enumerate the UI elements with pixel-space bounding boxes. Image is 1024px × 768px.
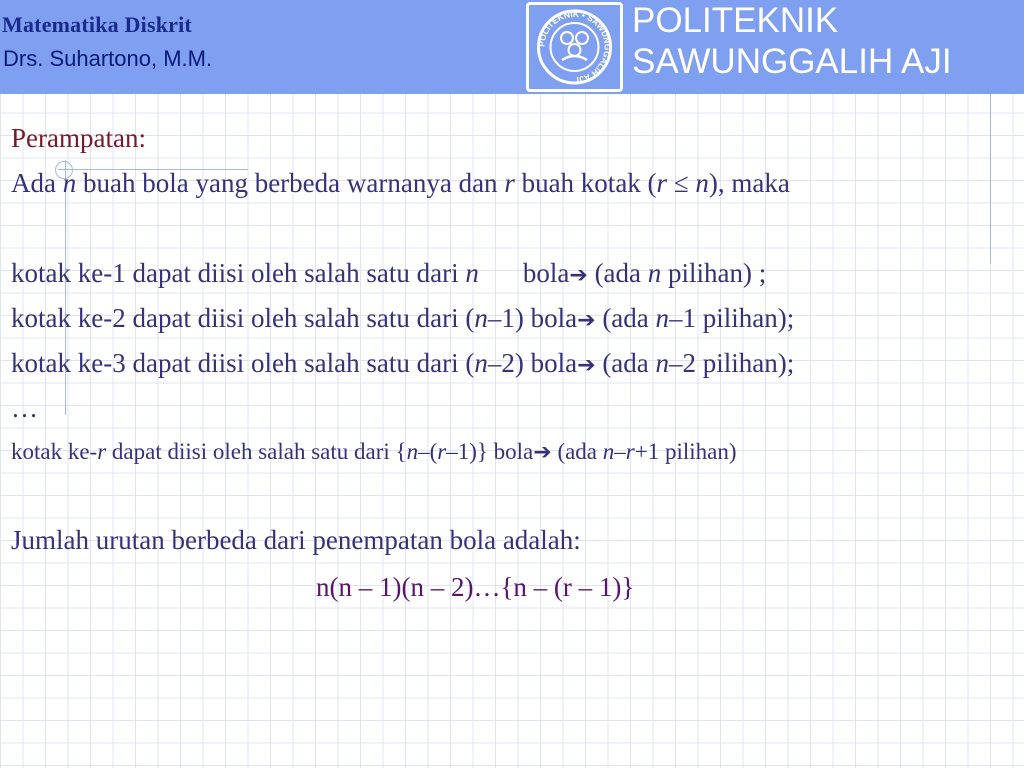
ellipsis-line: …: [11, 393, 38, 423]
institution-name-line1: POLITEKNIK: [632, 1, 839, 40]
logo-emblem-icon: [529, 5, 620, 89]
course-title: Matematika Diskrit: [2, 12, 192, 37]
svg-text:POLITEKNIK • SAWUNGGALIH AJI: [536, 9, 612, 85]
summary-line: Jumlah urutan berbeda dari penempatan bola adalah:: [11, 525, 581, 555]
institution-logo: [526, 2, 623, 92]
decor-right-line: [990, 94, 991, 264]
box-line-3: kotak ke-3 dapat diisi oleh salah satu dari (n–2) bola➔ (ada n–2 pilihan);: [11, 348, 795, 378]
arrow-right-icon: ➔: [533, 440, 552, 465]
section-heading: Perampatan:: [11, 123, 146, 153]
arrow-right-icon: ➔: [577, 353, 596, 378]
arrow-right-icon: ➔: [569, 263, 588, 288]
author-name: Drs. Suhartono, M.M.: [3, 46, 213, 71]
box-line-1: kotak ke-1 dapat diisi oleh salah satu dari n bola➔ (ada n pilihan) ;: [11, 258, 767, 288]
result-formula: n(n – 1)(n – 2)…{n – (r – 1)}: [316, 572, 635, 602]
logo-ring-text: POLITEKNIK • SAWUNGGALIH AJI: [536, 8, 613, 85]
slide-header: [0, 0, 1024, 94]
institution-name: [632, 0, 952, 82]
box-line-r: kotak ke-r dapat diisi oleh salah satu dari {n–(r–1)} bola➔ (ada n–r+1 pilihan): [11, 439, 737, 465]
box-line-2: kotak ke-2 dapat diisi oleh salah satu dari (n–1) bola➔ (ada n–1 pilihan);: [11, 303, 795, 333]
institution-name-line2: SAWUNGGALIH AJI: [632, 42, 952, 81]
arrow-right-icon: ➔: [577, 308, 596, 333]
intro-line: Ada n buah bola yang berbeda warnanya dan r buah kotak (r ≤ n), maka: [11, 168, 790, 198]
